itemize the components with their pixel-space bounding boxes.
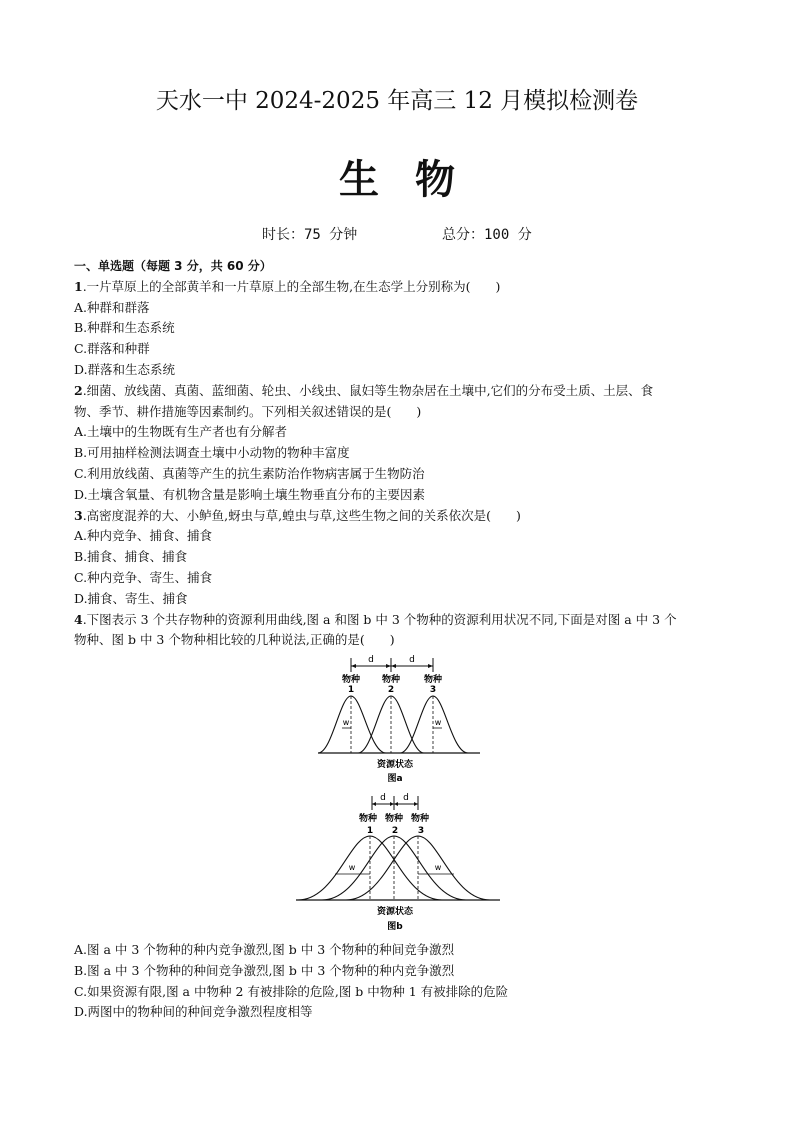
question-3-stem [74,506,724,527]
d-label: d [380,793,386,803]
option: A.图 a 中 3 个物种的种内竞争激烈,图 b 中 3 个物种的种间竞争激烈 [74,942,455,957]
species-label-top: 物种 [341,675,361,685]
option: D.两图中的物种间的种间竞争激烈程度相等 [74,1004,313,1020]
species-2-curve [358,696,424,753]
option: C.种内竞争、寄生、捕食 [74,569,213,585]
question-2-stem-line1 [74,381,724,402]
question-text: .细菌、放线菌、真菌、蓝细菌、轮虫、小线虫、鼠妇等生物杂居在土壤中,它们的分布受土质、土层、食 [82,382,654,398]
figure-caption: 图b [387,922,403,932]
question-4-options [74,940,724,1023]
d-label: d [368,655,374,665]
species-label-num: 2 [387,685,395,695]
w-label: w [342,718,350,727]
question-text: .下图表示 3 个共存物种的资源利用曲线,图 a 和图 b 中 3 个物种的资源利用状况不同,下面是对图 a 中 3 个 [82,611,677,627]
option: D.群落和生态系统 [74,361,176,377]
option: C.利用放线菌、真菌等产生的抗生素防治作物病害属于生物防治 [74,465,425,481]
question-2-stem-line2: 物、季节、耕作措施等因素制约。下列相关叙述错误的是( ) [74,403,422,419]
option: B.图 a 中 3 个物种的种间竞争激烈,图 b 中 3 个物种的种内竞争激烈 [74,962,455,978]
option: B.种群和生态系统 [74,320,175,336]
d-label: d [409,655,415,665]
axis-label: 资源状态 [376,760,414,770]
question-1-stem [74,277,724,298]
species-label-top: 物种 [381,675,401,685]
w-label: w [348,863,356,872]
axis-label: 资源状态 [376,907,414,917]
figure-b-resource-curves [290,790,520,940]
option: A.土壤中的生物既有生产者也有分解者 [74,424,288,440]
question-4-stem-line2: 物种、图 b 中 3 个物种相比较的几种说法,正确的是( ) [74,632,395,648]
figure-caption: 图a [387,774,403,784]
option: B.捕食、捕食、捕食 [74,549,188,565]
question-number: 3 [74,507,83,523]
question-content [74,256,724,651]
option: B.可用抽样检测法调查土壤中小动物的物种丰富度 [74,445,350,461]
option: A.种群和群落 [74,299,150,315]
w-label: w [434,718,442,727]
species-label-num: 3 [429,685,437,695]
option: C.如果资源有限,图 a 中物种 2 有被排除的危险,图 b 中物种 1 有被排除的危险 [74,983,509,999]
species-label-top: 物种 [384,814,404,824]
total-score-text: 总分：100 分 [442,227,532,243]
duration-text: 时长：75 分钟 [262,227,358,243]
species-label-num: 1 [347,685,355,695]
question-text: .高密度混养的大、小鲈鱼,蚜虫与草,蝗虫与草,这些生物之间的关系依次是( ) [82,507,521,523]
species-label-num: 3 [417,826,425,836]
question-number: 4 [74,611,83,627]
question-text: .一片草原上的全部黄羊和一片草原上的全部生物,在生态学上分别称为( ) [82,278,501,294]
option: D.捕食、寄生、捕食 [74,590,188,606]
question-number: 2 [74,382,83,398]
question-number: 1 [74,278,83,294]
subject-title: 生物 [339,157,491,203]
species-label-num: 2 [391,826,399,836]
question-4-stem-line1 [74,610,724,631]
species-label-top: 物种 [423,675,443,685]
species-label-top: 物种 [358,814,378,824]
d-label: d [403,793,409,803]
option: C.群落和种群 [74,341,150,357]
w-label: w [434,863,442,872]
species-label-top: 物种 [410,814,430,824]
option: D.土壤含氧量、有机物含量是影响土壤生物垂直分布的主要因素 [74,486,426,502]
page-title: 天水一中 2024-2025 年高三 12 月模拟检测卷 [155,88,639,114]
species-label-num: 1 [366,826,374,836]
figure-a-resource-curves [300,650,500,790]
option: A.种内竞争、捕食、捕食 [74,528,213,544]
section-title: 一、单选题（每题 3 分，共 60 分） [74,259,272,273]
